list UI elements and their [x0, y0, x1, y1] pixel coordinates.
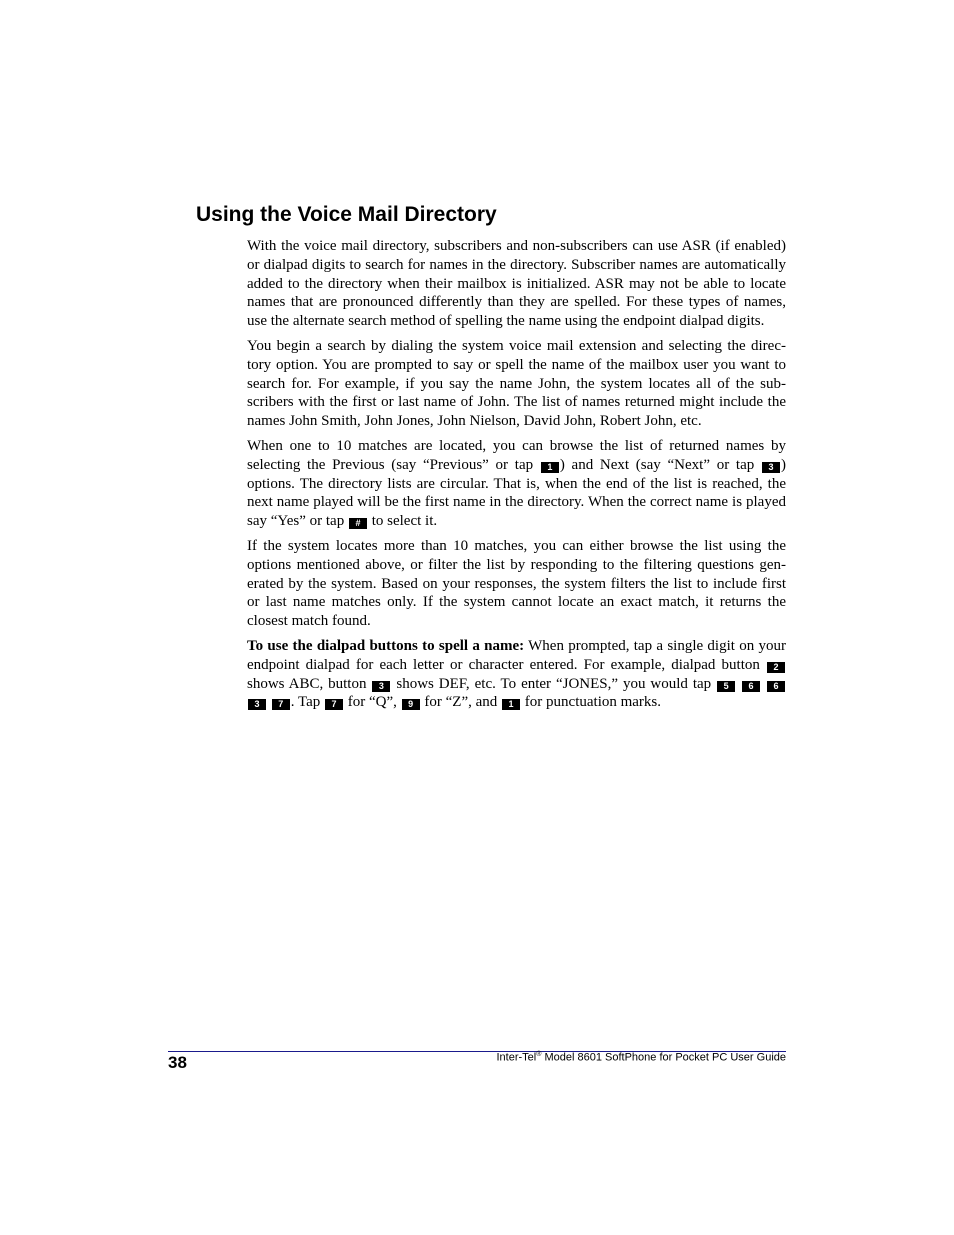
- dialpad-key-icon: 2: [767, 662, 785, 673]
- dialpad-key-icon: 9: [402, 699, 420, 710]
- text-run: When prompted, tap a single digit on your endpoint dialpad for each letter or character entered. For example, dialpad button: [247, 637, 786, 673]
- paragraph: With the voice mail directory, subscribers and non-subscribers can use ASR (if enabled) or dialpad digits to search for names in the directory. Subscriber names are automatically added to the directory when their mailbox is initialized. ASR may not be able to locate names that are pronounced differently than they are spelled. For these types of names, use the alternate search method of spelling the name using the endpoint dialpad digits.: [247, 238, 786, 330]
- brand-name: Inter-Tel: [496, 1051, 537, 1064]
- registered-mark: ®: [536, 1051, 542, 1058]
- text-run: for punctuation marks.: [521, 694, 662, 711]
- text-run: shows ABC, button: [247, 675, 372, 692]
- paragraph: [247, 437, 786, 531]
- dialpad-key-icon: 1: [541, 462, 559, 473]
- paragraph: [247, 637, 786, 712]
- page-number: 38: [168, 1053, 187, 1072]
- text-run: When one to 10 matches are located, you can browse the list of returned names by selecting the Previous (say “Previous” or tap: [247, 437, 786, 473]
- dialpad-key-icon: 1: [502, 699, 520, 710]
- text-run: ) options. The directory lists are circular. That is, when the end of the list is reached, the next name played will be the first name in the directory. When the correct name is played say “Yes” or tap: [247, 456, 786, 530]
- dialpad-key-icon: 3: [762, 462, 780, 473]
- dialpad-key-icon: 3: [372, 681, 390, 692]
- text-run: . Tap: [290, 694, 325, 711]
- dialpad-key-icon: 5: [717, 681, 735, 692]
- dialpad-key-icon: 7: [325, 699, 343, 710]
- dialpad-key-icon: 3: [248, 699, 266, 710]
- dialpad-key-icon: 6: [742, 681, 760, 692]
- section-heading: Using the Voice Mail Directory: [196, 203, 497, 226]
- text-run: for “Z”, and: [420, 694, 502, 711]
- text-run: shows DEF, etc. To enter “JONES,” you would tap: [391, 675, 717, 692]
- running-footer: [497, 1051, 787, 1064]
- dialpad-key-icon: 7: [272, 699, 290, 710]
- paragraph: If the system locates more than 10 matches, you can either browse the list using the options mentioned above, or filter the list by responding to the filtering questions gen-erated by the system. Based on your responses, the system filters the list to include first or last name matches only. If the system cannot locate an exact match, it returns the closest match found.: [247, 537, 786, 630]
- section-body: [247, 237, 786, 718]
- dialpad-key-icon: #: [349, 518, 367, 529]
- paragraph: You begin a search by dialing the system voice mail extension and selecting the direc-tory option. You are prompted to say or spell the name of the mailbox user you want to search for. For example, if you say the name John, the system locates all of the sub-scribers with the first or last name of John. The list of names returned might include the names John Smith, John Jones, John Nielson, David John, Robert John, etc.: [247, 337, 786, 430]
- run-in-heading: To use the dialpad buttons to spell a name:: [247, 637, 525, 654]
- text-run: for “Q”,: [344, 694, 401, 711]
- text-run: ) and Next (say “Next” or tap: [559, 456, 761, 473]
- text-run: to select it.: [367, 513, 438, 530]
- guide-title: Model 8601 SoftPhone for Pocket PC User Guide: [541, 1051, 786, 1064]
- dialpad-key-icon: 6: [767, 681, 785, 692]
